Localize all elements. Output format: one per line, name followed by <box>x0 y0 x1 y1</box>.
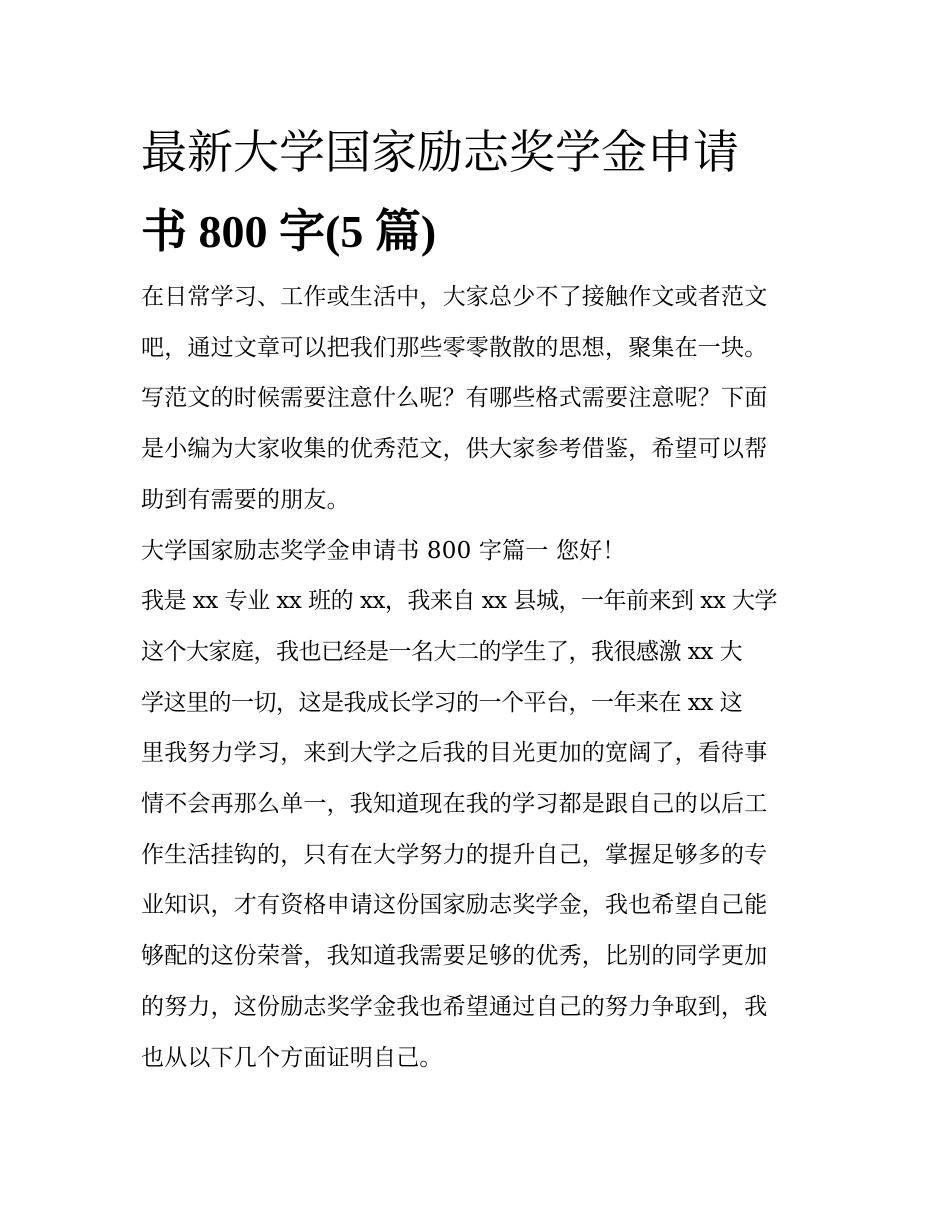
intro-line: 吧，通过文章可以把我们那些零零散散的思想，聚集在一块。 <box>141 334 768 361</box>
document-title <box>141 112 813 272</box>
intro-paragraph <box>141 272 813 526</box>
body-line: 我是 xx 专业 xx 班的 xx，我来自 xx 县城，一年前来到 xx 大学 <box>141 588 778 615</box>
intro-line: 助到有需要的朋友。 <box>141 486 350 513</box>
intro-line: 是小编为大家收集的优秀范文，供大家参考借鉴，希望可以帮 <box>141 436 768 463</box>
body-line: 这个大家庭，我也已经是一名大二的学生了，我很感激 xx 大 <box>141 638 743 665</box>
body-line: 也从以下几个方面证明自己。 <box>141 1044 443 1071</box>
body-line: 情不会再那么单一，我知道现在我的学习都是跟自己的以后工 <box>141 791 768 818</box>
body-line: 业知识，才有资格申请这份国家励志奖学金，我也希望自己能 <box>141 892 768 919</box>
body-line: 作生活挂钩的，只有在大学努力的提升自己，掌握足够多的专 <box>141 841 768 868</box>
body-line: 够配的这份荣誉，我知道我需要足够的优秀，比别的同学更加 <box>141 943 768 970</box>
document-content <box>141 112 813 1083</box>
body-line: 学这里的一切，这是我成长学习的一个平台，一年来在 xx 这 <box>141 689 743 716</box>
section-heading: 大学国家励志奖学金申请书 800 字篇一 您好！ <box>141 537 626 564</box>
body-paragraph <box>141 576 813 1083</box>
body-line: 的努力，这份励志奖学金我也希望通过自己的努力争取到，我 <box>141 993 768 1020</box>
title-line-1: 最新大学国家励志奖学金申请 <box>141 125 739 179</box>
body-line: 里我努力学习，来到大学之后我的目光更加的宽阔了，看待事 <box>141 740 768 767</box>
title-line-2: 书 800 字(5 篇) <box>141 206 437 257</box>
intro-line: 写范文的时候需要注意什么呢？有哪些格式需要注意呢？下面 <box>141 385 768 412</box>
intro-line: 在日常学习、工作或生活中，大家总少不了接触作文或者范文 <box>141 284 768 310</box>
